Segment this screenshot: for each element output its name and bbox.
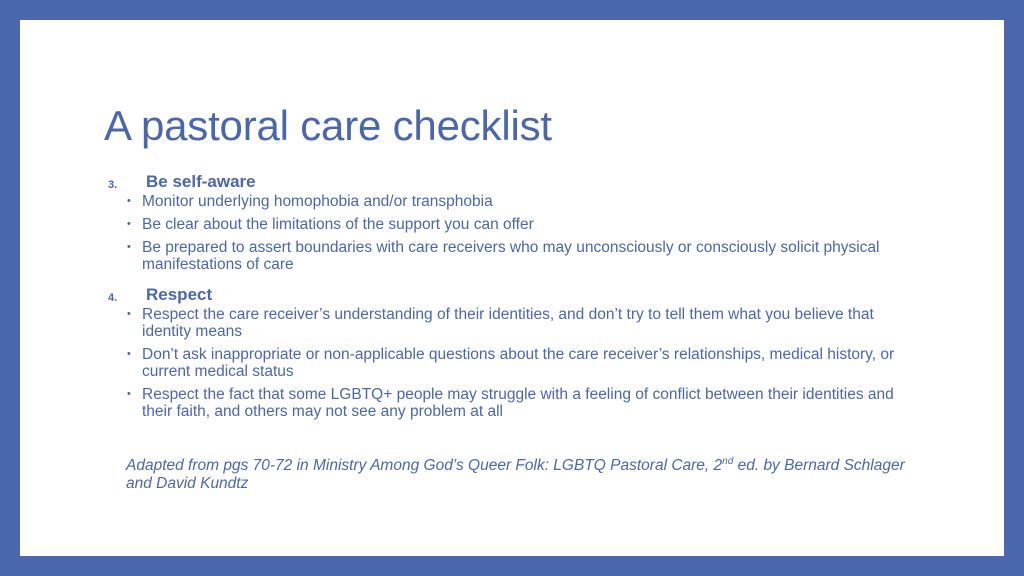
- section-header: [106, 285, 906, 306]
- checklist-body: [106, 172, 906, 432]
- bullet-dot-icon: •: [127, 218, 131, 230]
- bullet-text: Be clear about the limitations of the support you can offer: [142, 216, 534, 233]
- bullet-item: [106, 239, 906, 273]
- checklist-section: [106, 172, 906, 273]
- bullet-dot-icon: •: [127, 195, 131, 207]
- bullet-list: [106, 193, 906, 273]
- bullet-text: Respect the fact that some LGBTQ+ people may struggle with a feeling of conflict between their identities and their faith, and others may not see any problem at all: [142, 386, 894, 420]
- bullet-text: Monitor underlying homophobia and/or transphobia: [142, 193, 493, 210]
- bullet-dot-icon: •: [127, 308, 131, 320]
- bullet-dot-icon: •: [127, 388, 131, 400]
- section-heading: Be self-aware: [146, 172, 256, 191]
- bullet-item: [106, 193, 906, 210]
- citation-text: Adapted from pgs 70-72 in Ministry Among God’s Queer Folk: LGBTQ Pastoral Care, 2: [126, 457, 723, 474]
- bullet-text: Be prepared to assert boundaries with care receivers who may unconsciously or consciously solicit physical manifestations of care: [142, 239, 880, 273]
- citation-superscript: nd: [722, 455, 734, 467]
- slide: [20, 20, 1004, 556]
- section-number: 4.: [108, 292, 118, 304]
- section-heading: Respect: [146, 285, 213, 304]
- bullet-text: Respect the care receiver’s understanding of their identities, and don’t try to tell them what you believe that identity means: [142, 306, 874, 340]
- bullet-item: [106, 306, 906, 340]
- section-number: 3.: [108, 179, 118, 191]
- bullet-dot-icon: •: [127, 241, 131, 253]
- bullet-item: [106, 346, 906, 380]
- bullet-item: [106, 216, 906, 233]
- bullet-dot-icon: •: [127, 348, 131, 360]
- bullet-text: Don’t ask inappropriate or non-applicable questions about the care receiver’s relationships, medical history, or current medical status: [142, 346, 895, 380]
- section-header: [106, 172, 906, 193]
- checklist-section: [106, 285, 906, 420]
- citation-text-end: ed. by Bernard Schlager and David Kundtz: [126, 457, 905, 492]
- slide-title: A pastoral care checklist: [104, 102, 552, 149]
- bullet-item: [106, 386, 906, 420]
- bullet-list: [106, 306, 906, 420]
- source-citation: [126, 457, 926, 493]
